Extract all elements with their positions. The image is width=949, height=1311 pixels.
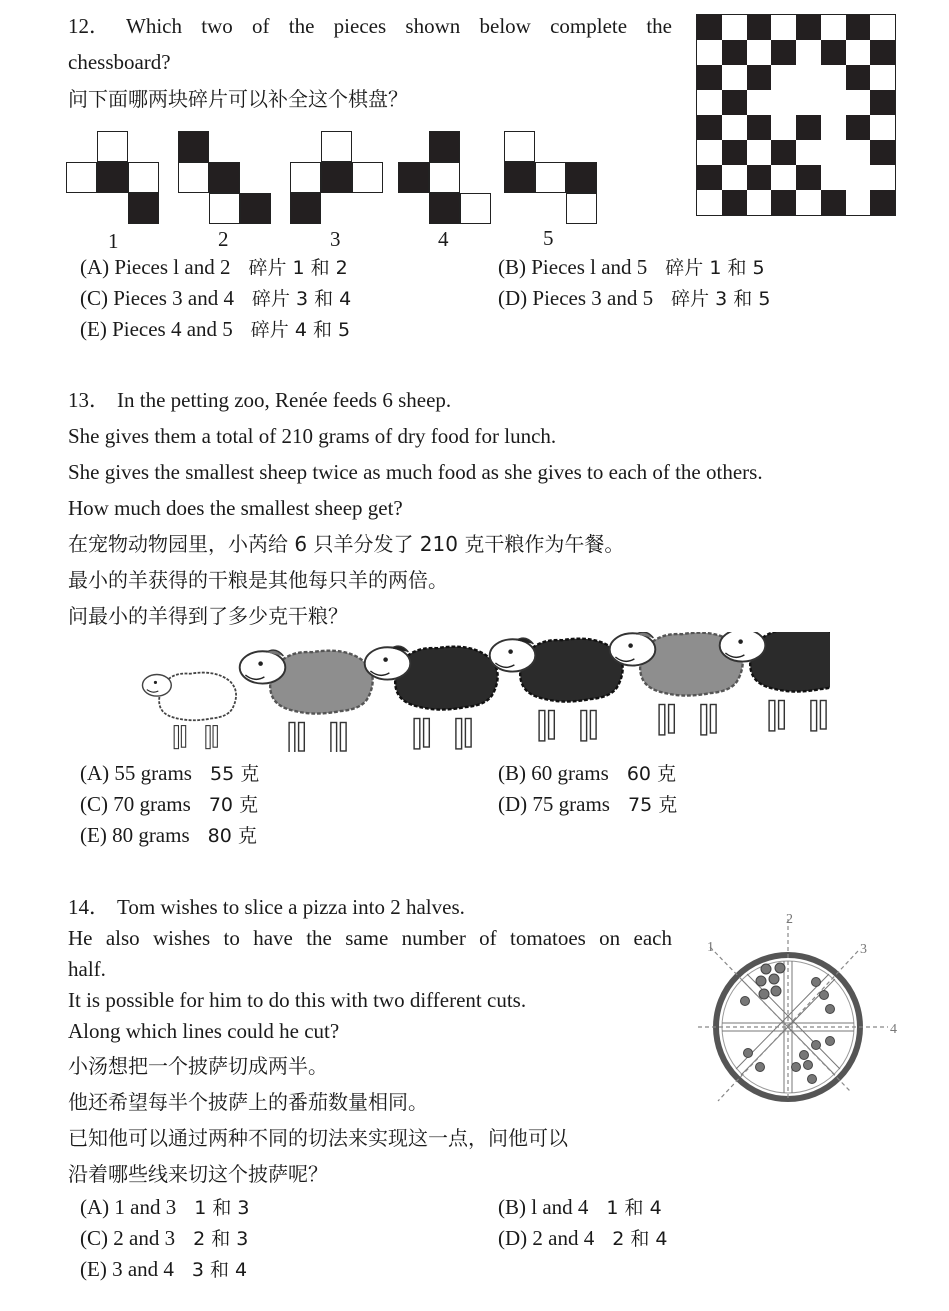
q12-option-b-zh: 碎片 1 和 5 <box>665 257 765 279</box>
q13-option-c-en: (C) 70 grams <box>80 792 191 816</box>
piece-3-cell <box>290 193 321 224</box>
q12-option-c-zh: 碎片 3 和 4 <box>251 288 352 310</box>
q12-option-c[interactable] <box>80 284 351 311</box>
q14-zh4: 沿着哪些线来切这个披萨呢？ <box>68 1162 328 1186</box>
piece-1-cell <box>97 162 128 193</box>
piece-1-cell <box>97 131 128 162</box>
q14-option-a[interactable] <box>80 1193 250 1220</box>
q13-option-b[interactable] <box>498 759 676 786</box>
q14-option-b[interactable] <box>498 1193 662 1220</box>
piece-3-cell <box>321 162 352 193</box>
q14-line3: It is possible for him to do this with two different cuts. <box>68 988 527 1012</box>
line-label-2: 2 <box>786 912 793 927</box>
q12-line2: chessboard? <box>68 50 171 74</box>
q14-line2b: half. <box>68 957 106 981</box>
piece-5-cell <box>566 162 597 193</box>
q13-option-e-en: (E) 80 grams <box>80 823 190 847</box>
chess-pieces-figure <box>0 0 949 250</box>
q13-line3: She gives the smallest sheep twice as much food as she gives to each of the others. <box>68 460 763 484</box>
q13-option-d[interactable] <box>498 790 677 817</box>
q13-option-e[interactable] <box>80 821 257 848</box>
q14-option-a-en: (A) 1 and 3 <box>80 1195 177 1219</box>
line-label-1: 1 <box>707 940 714 955</box>
q12-line1: Which two of the pieces shown below complete the <box>126 14 672 38</box>
line-label-3: 3 <box>860 942 867 957</box>
q13-option-e-zh: 80 克 <box>207 825 257 847</box>
q12-option-a-zh: 碎片 1 和 2 <box>248 257 348 279</box>
q14-option-c-zh: 2 和 3 <box>193 1228 249 1250</box>
q13-option-b-en: (B) 60 grams <box>498 761 609 785</box>
q12-number: 12． <box>68 14 110 38</box>
sheep-1-white <box>142 673 236 749</box>
q12-zh: 问下面哪两块碎片可以补全这个棋盘？ <box>68 87 408 111</box>
q12-option-c-en: (C) Pieces 3 and 4 <box>80 286 234 310</box>
piece-4-cell <box>398 162 429 193</box>
q13-option-d-zh: 75 克 <box>627 794 678 816</box>
piece-label-2: 2 <box>218 227 229 251</box>
q13-zh1: 在宠物动物园里，小芮给 6 只羊分发了 210 克干粮作为午餐。 <box>68 532 625 556</box>
q14-zh1: 小汤想把一个披萨切成两半。 <box>68 1054 328 1078</box>
q14-option-e-zh: 3 和 4 <box>191 1259 248 1281</box>
q14-option-e[interactable] <box>80 1255 247 1282</box>
sheep-4-black <box>490 638 623 741</box>
q12-option-e-zh: 碎片 4 和 5 <box>250 319 351 341</box>
piece-2-cell <box>240 193 271 224</box>
piece-label-4: 4 <box>438 227 449 251</box>
q12-option-e-en: (E) Pieces 4 and 5 <box>80 317 233 341</box>
sheep-2-grey <box>240 650 373 752</box>
q12-option-b-en: (B) Pieces l and 5 <box>498 255 648 279</box>
q13-option-a[interactable] <box>80 759 259 786</box>
piece-2-cell <box>209 162 240 193</box>
sheep-3-black <box>365 646 498 749</box>
q12-option-d[interactable] <box>498 284 770 311</box>
q13-option-a-zh: 55 克 <box>209 763 260 785</box>
piece-label-3: 3 <box>330 227 341 251</box>
piece-label-1: 1 <box>108 229 119 253</box>
piece-5-cell <box>535 162 566 193</box>
q14-zh2: 他还希望每半个披萨上的番茄数量相同。 <box>68 1090 428 1114</box>
q12-option-b[interactable] <box>498 253 765 280</box>
piece-2-cell <box>178 131 209 162</box>
q12-option-a-en: (A) Pieces l and 2 <box>80 255 231 279</box>
piece-3-cell <box>321 131 352 162</box>
q14-option-c-en: (C) 2 and 3 <box>80 1226 176 1250</box>
piece-5-cell <box>504 131 535 162</box>
piece-2-cell <box>209 193 240 224</box>
q13-option-c-zh: 70 克 <box>208 794 259 816</box>
q13-zh2: 最小的羊获得的干粮是其他每只羊的两倍。 <box>68 568 448 592</box>
piece-label-5: 5 <box>543 226 554 250</box>
q13-option-a-en: (A) 55 grams <box>80 761 192 785</box>
piece-2-cell <box>178 162 209 193</box>
q14-option-c[interactable] <box>80 1224 248 1251</box>
piece-4-cell <box>429 193 460 224</box>
q14-line2a: He also wishes to have the same number of tomatoes on each <box>68 926 672 950</box>
q13-line4: How much does the smallest sheep get? <box>68 496 403 520</box>
piece-4-cell <box>429 162 460 193</box>
q12-option-a[interactable] <box>80 253 348 280</box>
q14-option-d-en: (D) 2 and 4 <box>498 1226 595 1250</box>
q13-line1: In the petting zoo, Renée feeds 6 sheep. <box>117 388 452 412</box>
q13-line2: She gives them a total of 210 grams of dry food for lunch. <box>68 424 557 448</box>
q14-option-b-zh: 1 和 4 <box>606 1197 662 1219</box>
q13-zh3: 问最小的羊得到了多少克干粮？ <box>68 604 348 628</box>
piece-3-cell <box>290 162 321 193</box>
piece-5-cell <box>566 193 597 224</box>
piece-4-cell <box>460 193 491 224</box>
q13-option-d-en: (D) 75 grams <box>498 792 610 816</box>
q12-option-e[interactable] <box>80 315 350 342</box>
q14-option-e-en: (E) 3 and 4 <box>80 1257 174 1281</box>
q12-option-d-en: (D) Pieces 3 and 5 <box>498 286 654 310</box>
q13-option-c[interactable] <box>80 790 258 817</box>
q13-option-b-zh: 60 克 <box>626 763 677 785</box>
piece-1-cell <box>128 193 159 224</box>
piece-1-cell <box>66 162 97 193</box>
line-label-4: 4 <box>890 1022 897 1037</box>
q14-option-b-en: (B) l and 4 <box>498 1195 589 1219</box>
pizza-figure <box>690 905 905 1105</box>
piece-5-cell <box>504 162 535 193</box>
q14-number: 14． <box>68 895 110 919</box>
q12-option-d-zh: 碎片 3 和 5 <box>671 288 771 310</box>
q13-number: 13． <box>68 388 110 412</box>
q14-option-d-zh: 2 和 4 <box>612 1228 668 1250</box>
q14-option-a-zh: 1 和 3 <box>194 1197 250 1219</box>
piece-1-cell <box>128 162 159 193</box>
q14-line1: Tom wishes to slice a pizza into 2 halves. <box>117 895 465 919</box>
sheep-illustration <box>140 632 830 752</box>
piece-3-cell <box>352 162 383 193</box>
q14-zh3: 已知他可以通过两种不同的切法来实现这一点，问他可以 <box>68 1126 568 1150</box>
piece-4-cell <box>429 131 460 162</box>
q14-line4: Along which lines could he cut? <box>68 1019 340 1043</box>
q14-option-d[interactable] <box>498 1224 668 1251</box>
